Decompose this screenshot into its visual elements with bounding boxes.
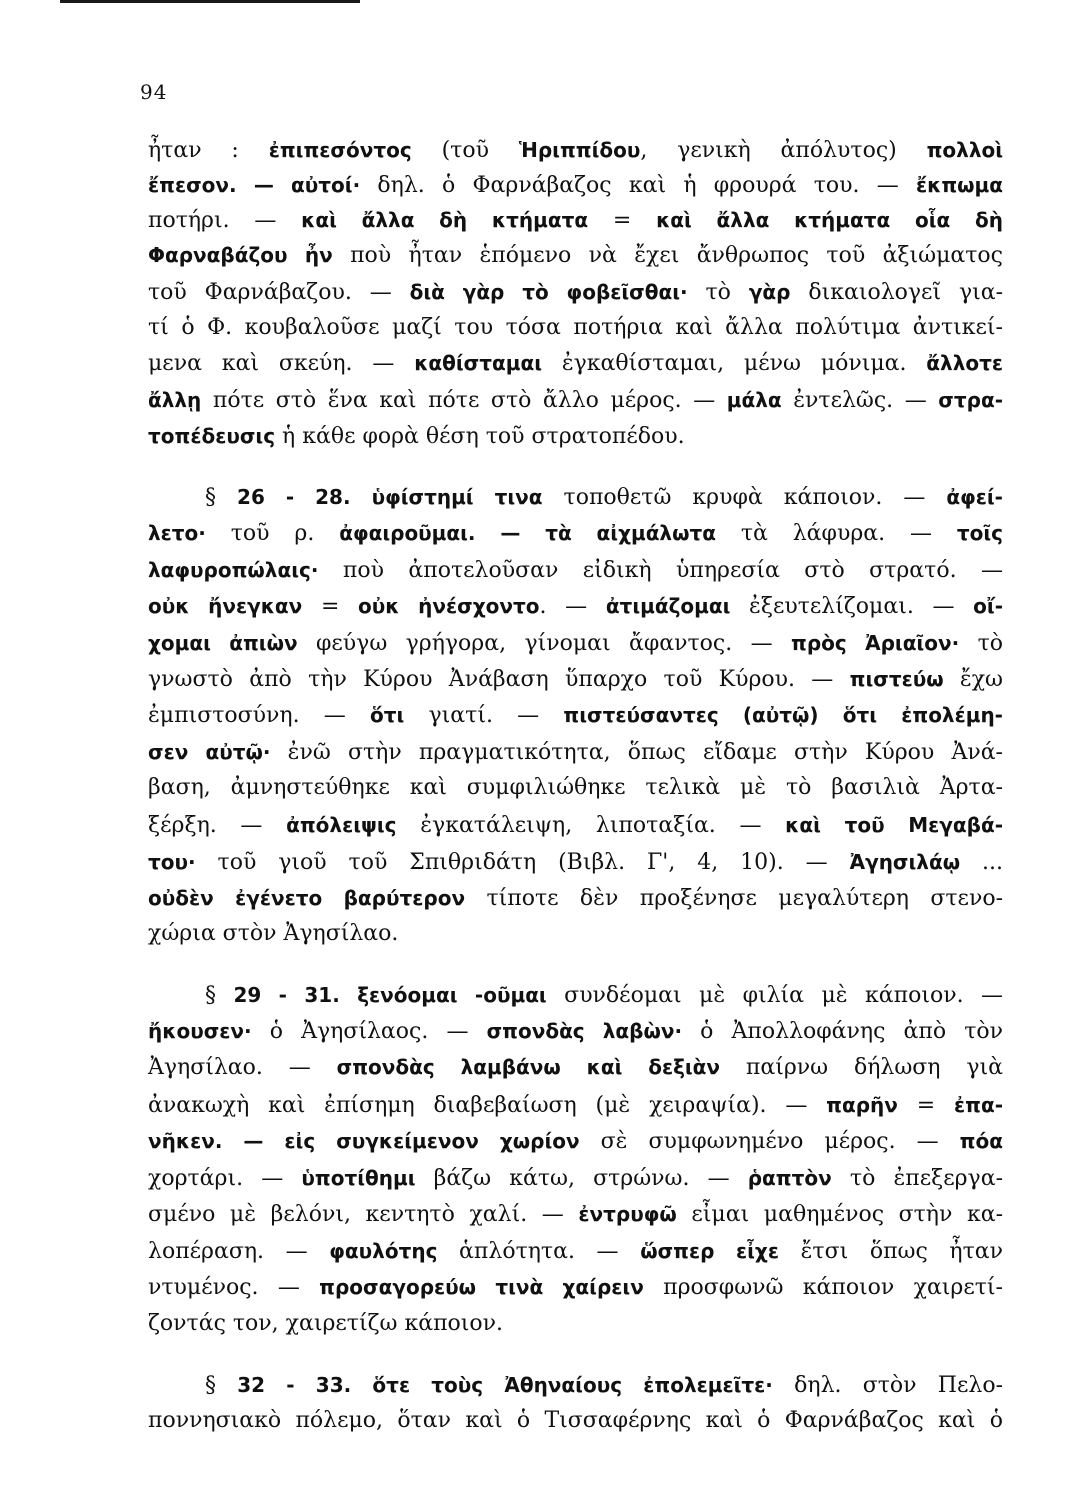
headword: Ἀγησιλάῳ: [849, 850, 961, 874]
gloss-text: δηλ. στὸν Πελο-: [772, 1373, 1003, 1398]
text-line: [148, 1199, 1003, 1230]
headword: στρα-: [938, 388, 1003, 412]
gloss-text: εἶμαι μαθημένος στὴν κα-: [676, 1202, 1004, 1227]
headword: προσαγορεύω τινὰ χαίρειν: [319, 1275, 644, 1299]
text-line: [148, 135, 1003, 166]
headword: πρὸς Ἀριαῖον·: [791, 631, 960, 655]
headword: καὶ ἄλλα κτήματα οἷα δὴ: [656, 208, 1003, 232]
gloss-text: ποννησιακὸ πόλεμο, ὅταν καὶ ὁ Τισσαφέρνης καὶ ὁ Φαρνάβαζος καὶ ὁ: [148, 1408, 1003, 1433]
gloss-text: ἐγκατάλειψη, λιποταξία. —: [396, 813, 786, 838]
headword: 29 - 31. ξενόομαι -οῦμαι: [233, 983, 547, 1007]
gloss-text: ἐντελῶς. —: [781, 388, 939, 413]
text-line: [205, 482, 1003, 513]
headword: τοῖς: [956, 521, 1003, 545]
headword: ἀπόλειψις: [286, 813, 397, 837]
gloss-text: τὸ: [959, 631, 1003, 656]
gloss-text: ὁ Ἀπολλοφάνης ἀπὸ τὸν: [682, 1019, 1003, 1044]
headword: πολλοὶ: [926, 138, 1004, 162]
gloss-text: πότε στὸ ἕνα καὶ πότε στὸ ἄλλο μέρος. —: [201, 388, 727, 413]
gloss-text: ποὺ ἦταν ἑπόμενο νὰ ἔχει ἄνθρωπος τοῦ ἀξιώματος: [332, 243, 1003, 268]
text-line: [148, 1090, 1003, 1121]
headword: σπονδὰς λαβὼν·: [486, 1019, 683, 1043]
gloss-text: τίποτε δὲν προξένησε μεγαλύτερη στενο-: [465, 886, 1003, 911]
text-line: [148, 628, 1003, 659]
text-line: [148, 700, 1003, 731]
gloss-text: τοῦ γιοῦ τοῦ Σπιθριδάτη (Βιβλ. Γ', 4, 10). —: [195, 850, 850, 875]
text-line: [148, 205, 1003, 236]
gloss-text: =: [588, 208, 657, 233]
gloss-text: =: [302, 594, 359, 619]
headword: Φαρναβάζου ἦν: [148, 243, 333, 267]
gloss-text: βάζω κάτω, στρώνω. —: [415, 1166, 748, 1191]
gloss-text: =: [897, 1093, 954, 1118]
text-line: [148, 810, 1003, 841]
headword: καθίσταμαι: [414, 351, 543, 375]
text-line: [148, 421, 685, 452]
headword: ἄλλοτε: [926, 351, 1003, 375]
gloss-text: γνωστὸ ἀπὸ τὴν Κύρου Ἀνάβαση ὕπαρχο τοῦ Κύρου. —: [148, 667, 850, 692]
headword: ἔκπωμα: [915, 173, 1003, 197]
headword: Ἡριππίδου: [518, 138, 641, 162]
gloss-text: παίρνω δήλωση γιὰ: [720, 1055, 1003, 1080]
gloss-text: σὲ συμφωνημένο μέρος. —: [579, 1129, 960, 1154]
gloss-text: ἐγκαθίσταμαι, μένω μόνιμα.: [542, 351, 927, 376]
gloss-text: . —: [539, 594, 606, 619]
gloss-text: ντυμένος. —: [148, 1275, 320, 1300]
gloss-text: ἔτσι ὅπως ἦταν: [778, 1239, 1004, 1264]
gloss-text: τὸ: [687, 280, 749, 305]
gloss-text: ἐξευτελίζομαι. —: [730, 594, 974, 619]
gloss-text: βαση, ἀμνηστεύθηκε καὶ συμφιλιώθηκε τελικὰ μὲ τὸ βασιλιὰ Ἀρτα-: [148, 775, 1003, 800]
gloss-text: χορτάρι. —: [148, 1166, 302, 1191]
headword: ἀφεί-: [946, 485, 1003, 509]
gloss-text: σμένο μὲ βελόνι, κεντητὸ χαλί. —: [148, 1202, 579, 1227]
text-line: [148, 313, 1003, 343]
headword: οὐδὲν ἐγένετο βαρύτερον: [148, 886, 466, 910]
gloss-text: ἀνακωχὴ καὶ ἐπίσημη διαβεβαίωση (μὲ χειραψία). —: [148, 1093, 827, 1118]
headword: του·: [148, 850, 196, 874]
gloss-text: ...: [960, 850, 1003, 875]
headword: πιστεύω: [849, 667, 944, 691]
headword: 26 - 28. ὑφίστημί τινα: [237, 485, 543, 509]
text-line: [148, 1052, 1003, 1083]
text-line: [148, 1126, 1003, 1157]
text-line: [148, 1016, 1003, 1047]
headword: μάλα: [726, 388, 782, 412]
gloss-text: μενα καὶ σκεύη. —: [148, 351, 415, 376]
text-line: [148, 1236, 1003, 1267]
headword: σεν αὐτῷ·: [148, 740, 271, 764]
text-line: [148, 385, 1003, 416]
headword: διὰ γὰρ τὸ φοβεῖσθαι·: [409, 280, 688, 304]
gloss-text: ἐμπιστοσύνη. —: [148, 703, 371, 728]
headword: παρῆν: [826, 1093, 898, 1117]
gloss-text: φεύγω γρήγορα, γίνομαι ἄφαντος. —: [297, 631, 792, 656]
headword: 32 - 33. ὅτε τοὺς Ἀθηναίους ἐπολεμεῖτε·: [237, 1373, 773, 1397]
text-line: [148, 555, 1003, 586]
text-line: [148, 1309, 503, 1339]
gloss-text: τὸ ἐπεξεργα-: [831, 1166, 1003, 1191]
headword: τοπέδευσις: [148, 424, 276, 448]
headword: ῥαπτὸν: [747, 1166, 832, 1190]
gloss-text: ποὺ ἀποτελοῦσαν εἰδικὴ ὑπηρεσία στὸ στρατό. —: [318, 558, 1003, 583]
text-line: [148, 773, 1003, 803]
headword: ὑποτίθημι: [301, 1166, 416, 1190]
headword: ὥσπερ εἶχε: [640, 1239, 779, 1263]
headword: οὐκ ἠνέσχοντο: [358, 594, 540, 618]
gloss-text: δικαιολογεῖ για-: [790, 280, 1004, 305]
text-line: [205, 1370, 1003, 1401]
gloss-text: χώρια στὸν Ἀγησίλαο.: [148, 921, 399, 946]
gloss-text: προσφωνῶ κάποιον χαιρετί-: [643, 1275, 1003, 1300]
text-line: [148, 170, 1003, 201]
gloss-text: ξέρξη. —: [148, 813, 287, 838]
text-line: [148, 883, 1003, 914]
text-line: [148, 664, 1003, 695]
gloss-text: , γενικὴ ἀπόλυτος): [640, 138, 927, 163]
headword: ἐπιπεσόντος: [268, 138, 412, 162]
headword: ἤκουσεν·: [148, 1019, 252, 1043]
headword: καὶ τοῦ Μεγαβά-: [785, 813, 1003, 837]
headword: ἄλλῃ: [148, 388, 202, 412]
gloss-text: λοπέραση. —: [148, 1239, 330, 1264]
text-line: [148, 518, 1003, 549]
gloss-text: τί ὁ Φ. κουβαλοῦσε μαζί του τόσα ποτήρια καὶ ἄλλα πολύτιμα ἀντικεί-: [148, 315, 1003, 340]
headword: ἀτιμάζομαι: [605, 594, 731, 618]
text-line: [148, 277, 1003, 308]
headword: καὶ ἄλλα δὴ κτήματα: [301, 208, 589, 232]
gloss-text: ἁπλότητα. —: [437, 1239, 641, 1264]
gloss-text: τοῦ Φαρνάβαζου. —: [148, 280, 410, 305]
text-line: [148, 919, 398, 949]
gloss-text: ἡ κάθε φορὰ θέση τοῦ στρατοπέδου.: [275, 424, 685, 449]
page-number: 94: [140, 80, 168, 104]
text-line: [148, 737, 1003, 768]
gloss-text: (τοῦ: [411, 138, 519, 163]
headword: πιστεύσαντες (αὐτῷ) ὅτι ἐπολέμη-: [563, 703, 1003, 727]
top-rule: [60, 0, 360, 3]
gloss-text: ποτήρι. —: [148, 208, 302, 233]
gloss-text: §: [205, 983, 234, 1008]
headword: ἀφαιροῦμαι. — τὰ αἰχμάλωτα: [339, 521, 716, 545]
text-line: [148, 591, 1003, 622]
headword: ἐπα-: [954, 1093, 1003, 1117]
gloss-text: δηλ. ὁ Φαρνάβαζος καὶ ἡ φρουρά του. —: [360, 173, 916, 198]
headword: οὐκ ἤνεγκαν: [148, 594, 303, 618]
gloss-text: γιατί. —: [404, 703, 564, 728]
gloss-text: §: [205, 1373, 238, 1398]
headword: φαυλότης: [329, 1239, 438, 1263]
headword: οἴ-: [973, 594, 1003, 618]
headword: λαφυροπώλαις·: [148, 558, 319, 582]
headword: ὅτι: [370, 703, 405, 727]
headword: χομαι ἀπιὼν: [148, 631, 298, 655]
gloss-text: ζοντάς τον, χαιρετίζω κάποιον.: [148, 1311, 504, 1336]
gloss-text: ὁ Ἀγησίλαος. —: [251, 1019, 487, 1044]
gloss-text: τὰ λάφυρα. —: [715, 521, 957, 546]
text-line: [148, 1163, 1003, 1194]
headword: λετο·: [148, 521, 206, 545]
text-line: [148, 348, 1003, 379]
headword: ἔπεσον. — αὐτοί·: [148, 173, 361, 197]
gloss-text: ἔχω: [943, 667, 1004, 692]
text-line: [148, 1272, 1003, 1303]
gloss-text: ἐνῶ στὴν πραγματικότητα, ὅπως εἴδαμε στὴν Κύρου Ἀνά-: [270, 740, 1003, 765]
headword: γὰρ: [748, 280, 791, 304]
headword: σπονδὰς λαμβάνω καὶ δεξιὰν: [336, 1055, 721, 1079]
gloss-text: τοποθετῶ κρυφὰ κάποιον. —: [542, 485, 947, 510]
gloss-text: τοῦ ρ.: [205, 521, 340, 546]
gloss-text: συνδέομαι μὲ φιλία μὲ κάποιον. —: [546, 983, 1003, 1008]
headword: ἐντρυφῶ: [578, 1202, 677, 1226]
gloss-text: §: [205, 485, 238, 510]
text-line: [205, 980, 1003, 1011]
headword: νῆκεν. — εἰς συγκείμενον χωρίον: [148, 1129, 580, 1153]
text-line: [148, 1406, 1003, 1436]
headword: πόα: [959, 1129, 1003, 1153]
gloss-text: ἦταν :: [148, 138, 269, 163]
gloss-text: Ἀγησίλαο. —: [148, 1055, 337, 1080]
text-line: [148, 240, 1003, 271]
text-line: [148, 847, 1003, 878]
